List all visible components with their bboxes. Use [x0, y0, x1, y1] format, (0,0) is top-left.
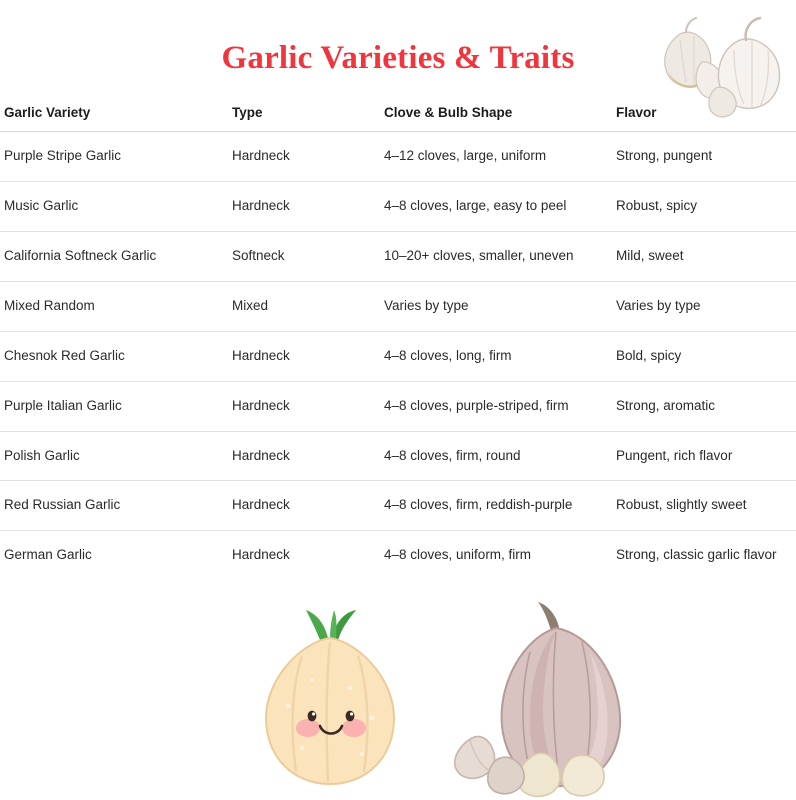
column-header-type: Type	[224, 99, 376, 132]
table-header	[0, 99, 796, 132]
cell-flavor: Robust, spicy	[608, 181, 796, 231]
cell-shape: 4–8 cloves, firm, round	[376, 431, 608, 481]
cell-variety: Red Russian Garlic	[0, 481, 224, 531]
column-header-variety: Garlic Variety	[0, 99, 224, 132]
cell-variety: Purple Stripe Garlic	[0, 132, 224, 182]
cell-variety: California Softneck Garlic	[0, 231, 224, 281]
cell-flavor: Robust, slightly sweet	[608, 481, 796, 531]
cell-shape: Varies by type	[376, 281, 608, 331]
table-row	[0, 331, 796, 381]
table-row	[0, 281, 796, 331]
table-body	[0, 132, 796, 581]
table-header-row	[0, 99, 796, 132]
cell-type: Hardneck	[224, 431, 376, 481]
cell-flavor: Strong, pungent	[608, 132, 796, 182]
table-row	[0, 381, 796, 431]
cell-type: Mixed	[224, 281, 376, 331]
cell-shape: 10–20+ cloves, smaller, uneven	[376, 231, 608, 281]
cell-flavor: Bold, spicy	[608, 331, 796, 381]
cell-type: Hardneck	[232, 547, 290, 563]
cell-variety: Polish Garlic	[0, 431, 224, 481]
cell-variety: Purple Italian Garlic	[0, 381, 224, 431]
cell-variety: German Garlic	[4, 547, 92, 563]
table-row	[0, 231, 796, 281]
cell-type: Hardneck	[224, 481, 376, 531]
cell-shape: 4–8 cloves, large, easy to peel	[376, 181, 608, 231]
cell-flavor: Mild, sweet	[608, 231, 796, 281]
cell-shape: 4–8 cloves, long, firm	[376, 331, 608, 381]
table-row	[0, 481, 796, 531]
cell-flavor: Strong, aromatic	[608, 381, 796, 431]
garlic-bulb-with-cloves-illustration	[440, 598, 665, 798]
cell-variety: Music Garlic	[0, 181, 224, 231]
cell-type: Softneck	[224, 231, 376, 281]
cell-shape: 4–8 cloves, firm, reddish-purple	[376, 481, 608, 531]
cell-type: Hardneck	[224, 331, 376, 381]
cell-shape: 4–8 cloves, purple-striped, firm	[376, 381, 608, 431]
cell-type: Hardneck	[224, 132, 376, 182]
cell-type: Hardneck	[224, 181, 376, 231]
column-header-flavor: Flavor	[608, 99, 796, 132]
column-header-shape: Clove & Bulb Shape	[376, 99, 608, 132]
cell-variety: Mixed Random	[0, 281, 224, 331]
cell-variety: Chesnok Red Garlic	[0, 331, 224, 381]
cell-flavor: Varies by type	[608, 281, 796, 331]
table-row	[0, 181, 796, 231]
cell-flavor: Strong, classic garlic flavor	[616, 547, 777, 563]
cell-flavor: Pungent, rich flavor	[608, 431, 796, 481]
cell-shape: 4–8 cloves, uniform, firm	[384, 547, 532, 563]
table-row	[0, 531, 796, 580]
page-title: Garlic Varieties & Traits	[221, 40, 575, 76]
cell-shape: 4–12 cloves, large, uniform	[376, 132, 608, 182]
table-row	[0, 431, 796, 481]
garlic-varieties-table	[0, 99, 796, 580]
cute-garlic-character-illustration	[232, 608, 422, 794]
cell-type: Hardneck	[224, 381, 376, 431]
table-row	[0, 132, 796, 182]
